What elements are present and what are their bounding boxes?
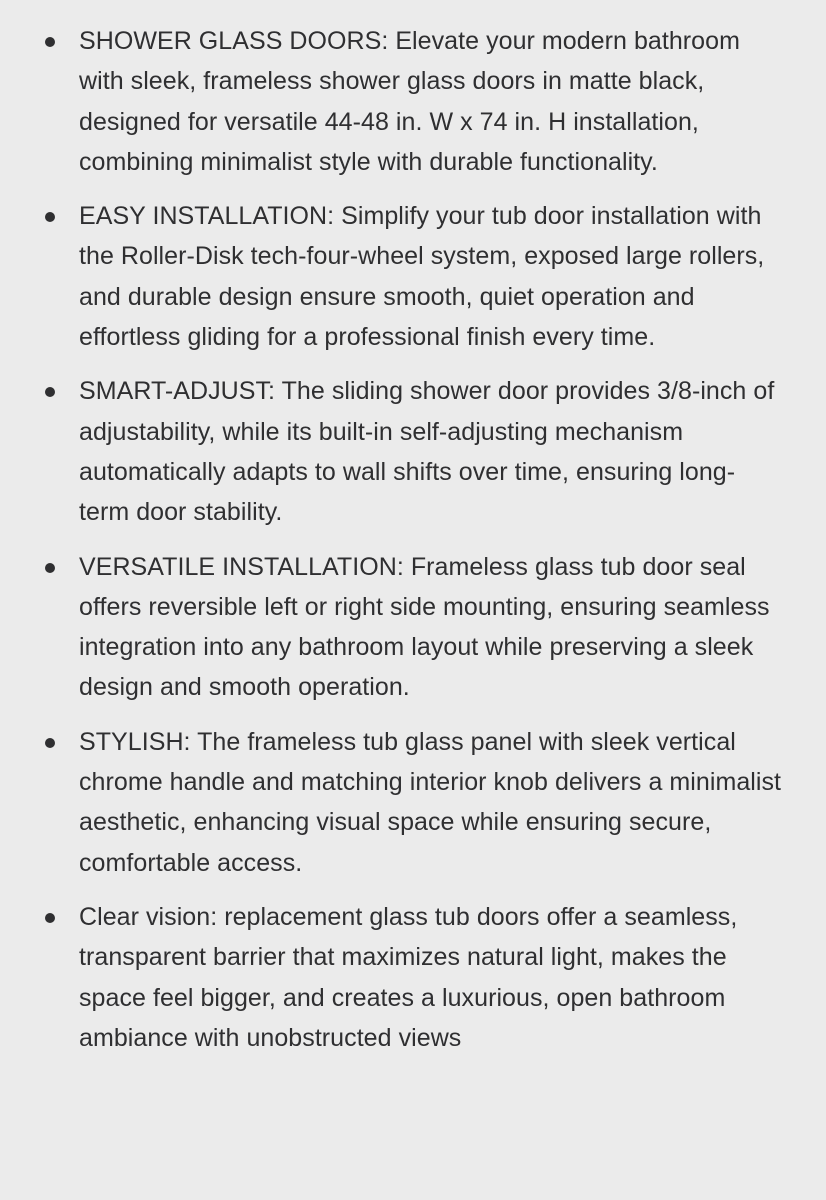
- feature-text: EASY INSTALLATION: Simplify your tub door installation with the Roller-Disk tech-four-wheel system, exposed large rollers, and durable design ensure smooth, quiet operation and effortless gliding for a professional finish every time.: [79, 202, 765, 352]
- list-item: [0, 547, 826, 708]
- list-item: [0, 196, 826, 357]
- list-item: [0, 722, 826, 883]
- feature-text: STYLISH: The frameless tub glass panel with sleek vertical chrome handle and matching interior knob delivers a minimalist aesthetic, enhancing visual space while ensuring secure, comfortable access.: [79, 727, 782, 877]
- list-item: [0, 371, 826, 532]
- feature-text: VERSATILE INSTALLATION: Frameless glass tub door seal offers reversible left or right side mounting, ensuring seamless integration into any bathroom layout while preserving a sleek design and smooth operation.: [79, 552, 770, 702]
- list-item: [0, 897, 826, 1058]
- feature-bullet-list: [0, 21, 826, 1058]
- bullet-icon: [45, 37, 55, 47]
- bullet-icon: [45, 387, 55, 397]
- feature-text: SHOWER GLASS DOORS: Elevate your modern bathroom with sleek, frameless shower glass doors in matte black, designed for versatile 44-48 in. W x 74 in. H installation, combining minimalist style with durable functionality.: [79, 27, 740, 176]
- bullet-icon: [45, 212, 55, 222]
- bullet-icon: [45, 738, 55, 748]
- feature-text: Clear vision: replacement glass tub doors offer a seamless, transparent barrier that maximizes natural light, makes the space feel bigger, and creates a luxurious, open bathroom ambiance with unobstructed views: [79, 902, 738, 1052]
- bullet-icon: [45, 913, 55, 923]
- feature-text: SMART-ADJUST: The sliding shower door provides 3/8-inch of adjustability, while its built-in self-adjusting mechanism automatically adapts to wall shifts over time, ensuring long-term door stability.: [79, 377, 775, 527]
- list-item: [0, 21, 826, 182]
- bullet-icon: [45, 563, 55, 573]
